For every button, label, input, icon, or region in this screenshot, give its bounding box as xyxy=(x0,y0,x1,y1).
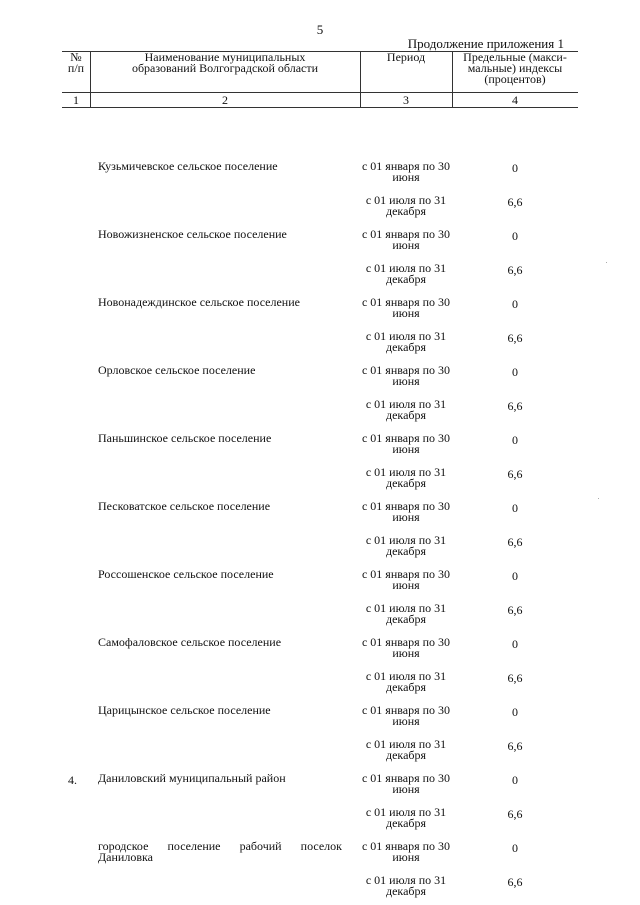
municipality-name: Песковатское сельское поселение xyxy=(98,499,271,513)
municipality-name: Царицынское сельское поселение xyxy=(98,703,271,717)
header-period: Период xyxy=(386,50,426,64)
period-first-half: с 01 января по 30 июня xyxy=(361,567,451,592)
period-second-half: с 01 июля по 31 декабря xyxy=(365,601,447,626)
header-divider xyxy=(360,52,361,92)
period-second-half: с 01 июля по 31 декабря xyxy=(365,805,447,830)
period-second-half: с 01 июля по 31 декабря xyxy=(365,397,447,422)
period-first-half: с 01 января по 30 июня xyxy=(361,635,451,660)
index-value-first-half: 0 xyxy=(512,501,518,515)
index-value-second-half: 6,6 xyxy=(507,535,523,549)
municipality-name: Новожизненское сельское поселение xyxy=(98,227,287,241)
municipality-name: Даниловский муниципальный район xyxy=(98,771,286,785)
appendix-continuation-note: Продолжение приложения 1 xyxy=(407,36,564,51)
period-second-half: с 01 июля по 31 декабря xyxy=(365,669,447,694)
header-divider xyxy=(452,52,453,92)
index-value-second-half: 6,6 xyxy=(507,875,523,889)
index-value-first-half: 0 xyxy=(512,161,518,175)
period-first-half: с 01 января по 30 июня xyxy=(361,771,451,796)
column-number: 3 xyxy=(403,93,409,107)
header-municipality: Наименование муниципальных образований Волгоградской области xyxy=(131,50,319,75)
header-number: № п/п xyxy=(67,50,85,75)
index-value-second-half: 6,6 xyxy=(507,195,523,209)
index-value-second-half: 6,6 xyxy=(507,467,523,481)
index-value-second-half: 6,6 xyxy=(507,399,523,413)
municipality-name: Орловское сельское поселение xyxy=(98,363,256,377)
index-value-first-half: 0 xyxy=(512,229,518,243)
period-first-half: с 01 января по 30 июня xyxy=(361,839,451,864)
index-value-first-half: 0 xyxy=(512,705,518,719)
index-value-first-half: 0 xyxy=(512,773,518,787)
period-second-half: с 01 июля по 31 декабря xyxy=(365,533,447,558)
scan-speck xyxy=(606,262,607,263)
scan-speck xyxy=(598,498,599,499)
index-value-first-half: 0 xyxy=(512,569,518,583)
column-number: 4 xyxy=(512,93,518,107)
index-value-first-half: 0 xyxy=(512,365,518,379)
header-divider xyxy=(90,52,91,92)
index-value-second-half: 6,6 xyxy=(507,739,523,753)
period-first-half: с 01 января по 30 июня xyxy=(361,363,451,388)
municipality-name: городское поселение рабочий поселок Даниловка xyxy=(98,839,342,864)
column-divider xyxy=(90,93,91,107)
column-number: 1 xyxy=(73,93,79,107)
municipality-name: Паньшинское сельское поселение xyxy=(98,431,272,445)
index-value-second-half: 6,6 xyxy=(507,807,523,821)
period-second-half: с 01 июля по 31 декабря xyxy=(365,737,447,762)
index-value-second-half: 6,6 xyxy=(507,263,523,277)
table-header xyxy=(62,51,578,93)
period-first-half: с 01 января по 30 июня xyxy=(361,703,451,728)
period-second-half: с 01 июля по 31 декабря xyxy=(365,193,447,218)
page-number: 5 xyxy=(316,22,324,37)
period-first-half: с 01 января по 30 июня xyxy=(361,499,451,524)
header-max-index: Предельные (макси-мальные) индексы (процентов) xyxy=(463,50,567,86)
index-value-first-half: 0 xyxy=(512,433,518,447)
index-value-first-half: 0 xyxy=(512,637,518,651)
municipality-name: Кузьмичевское сельское поселение xyxy=(98,159,278,173)
period-second-half: с 01 июля по 31 декабря xyxy=(365,465,447,490)
index-value-first-half: 0 xyxy=(512,841,518,855)
column-divider xyxy=(360,93,361,107)
period-second-half: с 01 июля по 31 декабря xyxy=(365,329,447,354)
row-number: 4. xyxy=(68,773,77,787)
municipality-name: Новонадеждинское сельское поселение xyxy=(98,295,300,309)
period-first-half: с 01 января по 30 июня xyxy=(361,295,451,320)
period-first-half: с 01 января по 30 июня xyxy=(361,431,451,456)
period-first-half: с 01 января по 30 июня xyxy=(361,159,451,184)
index-value-first-half: 0 xyxy=(512,297,518,311)
column-numbers-row xyxy=(62,93,578,108)
municipality-name: Самофаловское сельское поселение xyxy=(98,635,282,649)
period-first-half: с 01 января по 30 июня xyxy=(361,227,451,252)
index-value-second-half: 6,6 xyxy=(507,331,523,345)
index-value-second-half: 6,6 xyxy=(507,603,523,617)
period-second-half: с 01 июля по 31 декабря xyxy=(365,261,447,286)
tariff-index-table xyxy=(62,50,578,898)
column-number: 2 xyxy=(222,93,228,107)
period-second-half: с 01 июля по 31 декабря xyxy=(365,873,447,898)
municipality-name: Россошенское сельское поселение xyxy=(98,567,274,581)
column-divider xyxy=(452,93,453,107)
index-value-second-half: 6,6 xyxy=(507,671,523,685)
